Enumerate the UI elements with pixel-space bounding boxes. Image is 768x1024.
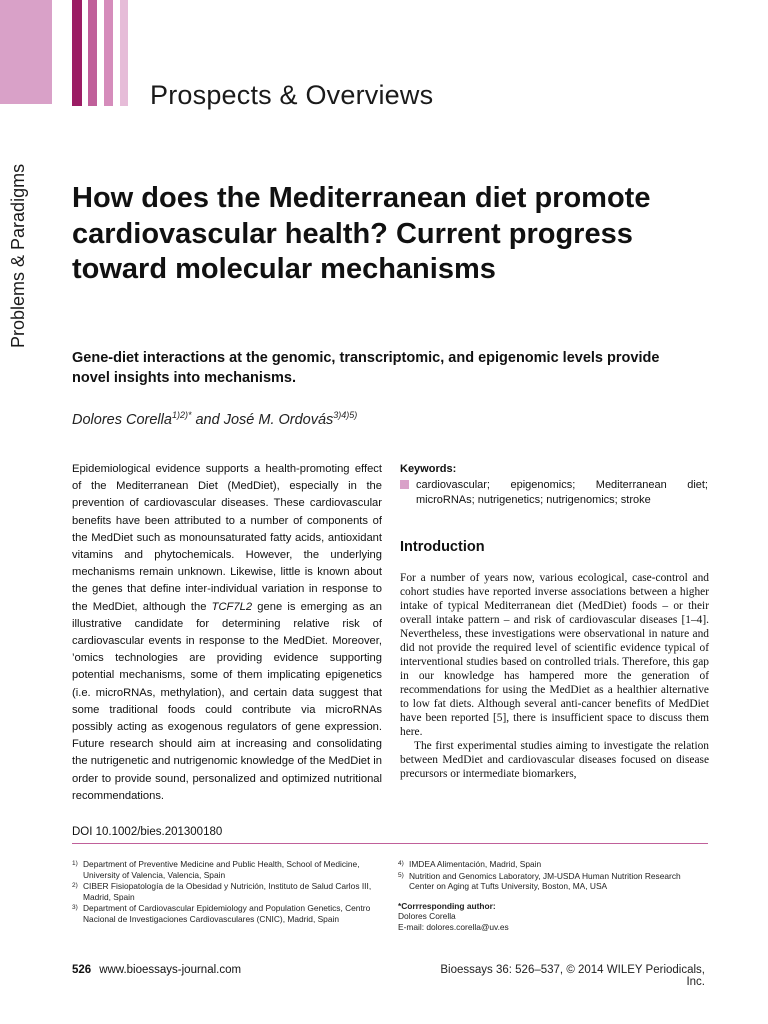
gene-name: TCF7L2 bbox=[211, 600, 253, 613]
footer-citation: Bioessays 36: 526–537, © 2014 WILEY Periodicals, Inc. bbox=[440, 964, 705, 988]
introduction-paragraph-2: The first experimental studies aiming to investigate the relation between MedDiet and cardiovascular diseases focused on disease precursors or intermediate biomarkers, bbox=[400, 740, 709, 780]
author-1-affiliation: 1)2)* bbox=[171, 410, 192, 420]
author-line bbox=[72, 410, 357, 428]
section-heading: Prospects & Overviews bbox=[150, 80, 434, 110]
page-number: 526 bbox=[72, 964, 92, 976]
introduction-body bbox=[400, 571, 709, 781]
header-stripe-1 bbox=[72, 0, 82, 106]
abstract-part-2: gene is emerging as an illustrative candidate for determining relative risk of cardiovascular events in response to the MedDiet. Moreover, ’omics technologies are providing evidence supporting potential mechanisms, some of them implicating epigenetics (i.e. microRNAs, methylation), and certain data suggest that some traditional foods could contribute via microRNAs possibly acting as exogenous regulators of gene expression. Future research should aim at increasing and consolidating the nutrigenetic and nutrigenomic knowledge of the MedDiet in order to provide sound, personalized and optimized nutritional recommendations. bbox=[72, 600, 382, 802]
affiliation-item: 3) Department of Cardiovascular Epidemiology and Population Genetics, Centro Nacional de Investigaciones Cardiovasculares (CNIC), Madrid, Spain bbox=[72, 903, 371, 924]
header-stripe-3 bbox=[104, 0, 113, 106]
affiliation-item: 4) IMDEA Alimentación, Madrid, Spain bbox=[398, 859, 542, 869]
affiliation-item: 1) Department of Preventive Medicine and Public Health, School of Medicine, University of Valencia, Valencia, Spain bbox=[72, 859, 360, 880]
abstract bbox=[72, 461, 382, 805]
side-category-label: Problems & Paradigms bbox=[8, 163, 28, 348]
introduction-paragraph-1: For a number of years now, various ecological, case-control and cohort studies have reported inverse associations between a higher intake of typical Mediterranean diet (MedDiet) foods – or their overall intake pattern – and risk of cardiovascular diseases [1–4]. Nevertheless, these investigations were observational in nature and did not provide the required level of scientific evidence typical of interventional studies based on controlled trials. Therefore, this gap in our knowledge has hampered more the generation of recommendations for using the MedDiet as a healthier alternative to low fat diets. Although several anti-cancer benefits of MedDiet have been reported [5], there is insufficient space to discuss them here. bbox=[400, 572, 709, 738]
correspondence-label: *Corrresponding author: bbox=[398, 900, 496, 911]
article-subtitle: Gene-diet interactions at the genomic, transcriptomic, and epigenomic levels provide novel insights into mechanisms. bbox=[72, 350, 660, 386]
corner-color-block bbox=[0, 0, 52, 104]
abstract-part-1: Epidemiological evidence supports a health-promoting effect of the Mediterranean Diet (MedDiet), especially in the prevention of cardiovascular diseases. These cardiovascular benefits have been attributed to a number of components of the MedDiet such as monounsaturated fatty acids, antioxidant vitamins and phytochemicals. However, the underlying mechanisms remain unknown. Likewise, little is known about the genes that define inter-individual variation in response to the MedDiet, although the bbox=[72, 463, 382, 613]
author-connector: and bbox=[191, 411, 224, 428]
affiliation-item: 5) Nutrition and Genomics Laboratory, JM-USDA Human Nutrition Research Center on Aging at Tufts University, Boston, MA, USA bbox=[398, 870, 681, 891]
introduction-heading: Introduction bbox=[400, 539, 485, 555]
header-stripe-2 bbox=[88, 0, 97, 106]
keywords-heading: Keywords: bbox=[400, 463, 457, 475]
correspondence-email: E-mail: dolores.corella@uv.es bbox=[398, 921, 509, 932]
journal-url[interactable]: www.bioessays-journal.com bbox=[99, 964, 242, 976]
affiliations-right bbox=[398, 859, 708, 932]
keywords-list: cardiovascular; epigenomics; Mediterranean diet; microRNAs; nutrigenetics; nutrigenomics; stroke bbox=[416, 479, 708, 506]
article-title: How does the Mediterranean diet promote cardiovascular health? Current progress toward molecular mechanisms bbox=[72, 182, 651, 285]
doi: DOI 10.1002/bies.201300180 bbox=[72, 826, 223, 838]
header-stripe-4 bbox=[120, 0, 128, 106]
affiliation-item: 2) CIBER Fisiopatología de la Obesidad y Nutrición, Instituto de Salud Carlos III, Madrid, Spain bbox=[72, 881, 372, 902]
correspondence bbox=[398, 901, 708, 933]
divider-rule bbox=[72, 843, 708, 844]
footer-left bbox=[72, 964, 241, 976]
affiliations-left bbox=[72, 859, 382, 925]
author-2-affiliation: 3)4)5) bbox=[333, 410, 358, 420]
author-2: José M. Ordovás bbox=[223, 411, 334, 428]
author-1: Dolores Corella bbox=[72, 411, 172, 428]
correspondence-name: Dolores Corella bbox=[398, 911, 456, 921]
keywords-marker bbox=[400, 480, 409, 489]
